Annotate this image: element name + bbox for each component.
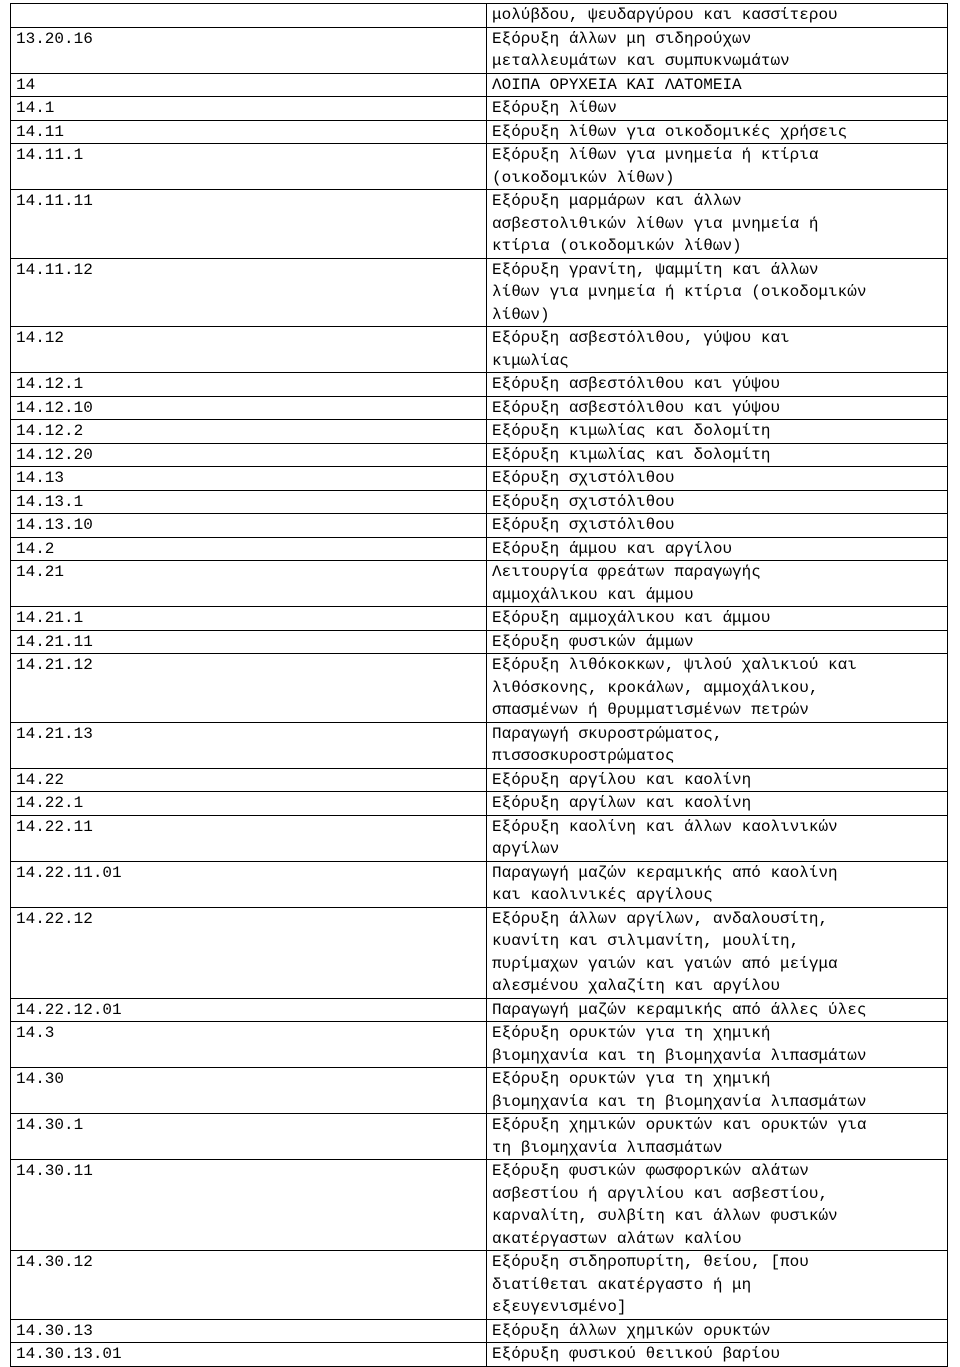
activity-code-cell: 14.21.13 [11, 722, 487, 768]
activity-description-cell: Εξόρυξη ορυκτών για τη χημική βιομηχανία και τη βιομηχανία λιπασμάτων [487, 1068, 948, 1114]
activity-description-cell: Εξόρυξη καολίνη και άλλων καολινικών αργίλων [487, 815, 948, 861]
activity-code-cell: 14.11 [11, 120, 487, 144]
activity-code-cell: 14.30.13 [11, 1319, 487, 1343]
table-row [11, 4, 948, 28]
activity-description-cell: Εξόρυξη άλλων αργίλων, ανδαλουσίτη, κυανίτη και σιλιμανίτη, μουλίτη, πυρίμαχων γαιών και γαιών από μείγμα αλεσμένου χαλαζίτη και αργίλου [487, 907, 948, 998]
activity-description-cell: Εξόρυξη ορυκτών για τη χημική βιομηχανία και τη βιομηχανία λιπασμάτων [487, 1022, 948, 1068]
activity-code-cell: 14.12.20 [11, 443, 487, 467]
table-row [11, 1022, 948, 1068]
table-row [11, 654, 948, 723]
activity-code-cell: 14.21.1 [11, 607, 487, 631]
activity-code-cell: 14.13.10 [11, 514, 487, 538]
table-row [11, 467, 948, 491]
activity-description-cell: Εξόρυξη σχιστόλιθου [487, 490, 948, 514]
activity-description-cell: Εξόρυξη χημικών ορυκτών και ορυκτών για τη βιομηχανία λιπασμάτων [487, 1114, 948, 1160]
activity-code-table [10, 3, 948, 1367]
activity-code-cell: 14.22.11.01 [11, 861, 487, 907]
activity-code-cell: 14.11.12 [11, 258, 487, 327]
activity-description-cell: Παραγωγή μαζών κεραμικής από καολίνη και καολινικές αργίλους [487, 861, 948, 907]
activity-code-cell: 14.13 [11, 467, 487, 491]
activity-description-cell: Εξόρυξη άμμου και αργίλου [487, 537, 948, 561]
activity-code-cell: 14.30.13.01 [11, 1343, 487, 1367]
activity-code-cell: 14.13.1 [11, 490, 487, 514]
table-row [11, 998, 948, 1022]
activity-code-cell: 14.22.11 [11, 815, 487, 861]
activity-description-cell: Εξόρυξη λίθων για οικοδομικές χρήσεις [487, 120, 948, 144]
activity-description-cell: Εξόρυξη αργίλου και καολίνη [487, 768, 948, 792]
activity-description-cell: Εξόρυξη ασβεστόλιθου, γύψου και κιμωλίας [487, 327, 948, 373]
table-row [11, 907, 948, 998]
activity-code-cell: 14.22.1 [11, 792, 487, 816]
activity-code-table-page [10, 3, 947, 1367]
table-row [11, 144, 948, 190]
table-row [11, 1068, 948, 1114]
activity-description-cell: Παραγωγή σκυροστρώματος, πισσοσκυροστρώματος [487, 722, 948, 768]
table-row [11, 373, 948, 397]
activity-description-cell: Εξόρυξη γρανίτη, ψαμμίτη και άλλων λίθων για μνημεία ή κτίρια (οικοδομικών λίθων) [487, 258, 948, 327]
activity-code-cell: 14.22.12 [11, 907, 487, 998]
table-row [11, 27, 948, 73]
activity-code-cell: 14 [11, 73, 487, 97]
activity-description-cell: Παραγωγή μαζών κεραμικής από άλλες ύλες [487, 998, 948, 1022]
activity-description-cell: Εξόρυξη σιδηροπυρίτη, θείου, [που διατίθεται ακατέργαστο ή μη εξευγενισμένο] [487, 1251, 948, 1320]
activity-code-cell: 14.30.1 [11, 1114, 487, 1160]
activity-code-cell: 14.30 [11, 1068, 487, 1114]
activity-code-cell: 14.12 [11, 327, 487, 373]
activity-code-cell: 14.1 [11, 97, 487, 121]
activity-description-cell: Εξόρυξη ασβεστόλιθου και γύψου [487, 396, 948, 420]
table-row [11, 1114, 948, 1160]
activity-description-cell: Εξόρυξη σχιστόλιθου [487, 514, 948, 538]
activity-code-cell: 14.21 [11, 561, 487, 607]
activity-code-cell: 14.11.1 [11, 144, 487, 190]
table-row [11, 561, 948, 607]
table-row [11, 420, 948, 444]
activity-description-cell: Εξόρυξη φυσικού θειικού βαρίου [487, 1343, 948, 1367]
activity-description-cell: μολύβδου, ψευδαργύρου και κασσίτερου [487, 4, 948, 28]
table-row [11, 73, 948, 97]
table-row [11, 861, 948, 907]
table-row [11, 1160, 948, 1251]
activity-code-cell: 14.3 [11, 1022, 487, 1068]
activity-description-cell: Εξόρυξη μαρμάρων και άλλων ασβεστολιθικών λίθων για μνημεία ή κτίρια (οικοδομικών λίθων) [487, 190, 948, 259]
table-row [11, 258, 948, 327]
table-row [11, 443, 948, 467]
table-row [11, 396, 948, 420]
activity-code-cell: 14.22 [11, 768, 487, 792]
table-row [11, 514, 948, 538]
activity-description-cell: Εξόρυξη ασβεστόλιθου και γύψου [487, 373, 948, 397]
activity-code-cell: 14.12.10 [11, 396, 487, 420]
table-row [11, 327, 948, 373]
activity-description-cell: Εξόρυξη φυσικών άμμων [487, 630, 948, 654]
activity-code-cell: 14.2 [11, 537, 487, 561]
table-row [11, 792, 948, 816]
activity-code-cell: 14.21.11 [11, 630, 487, 654]
activity-code-cell: 14.22.12.01 [11, 998, 487, 1022]
table-row [11, 1319, 948, 1343]
activity-code-cell: 14.21.12 [11, 654, 487, 723]
table-row [11, 1251, 948, 1320]
table-row [11, 120, 948, 144]
activity-description-cell: ΛΟΙΠΑ ΟΡΥΧΕΙΑ ΚΑΙ ΛΑΤΟΜΕΙΑ [487, 73, 948, 97]
activity-description-cell: Εξόρυξη αργίλων και καολίνη [487, 792, 948, 816]
activity-description-cell: Εξόρυξη αμμοχάλικου και άμμου [487, 607, 948, 631]
table-row [11, 607, 948, 631]
activity-description-cell: Εξόρυξη κιμωλίας και δολομίτη [487, 443, 948, 467]
table-row [11, 190, 948, 259]
activity-description-cell: Εξόρυξη άλλων χημικών ορυκτών [487, 1319, 948, 1343]
activity-description-cell: Λειτουργία φρεάτων παραγωγής αμμοχάλικου και άμμου [487, 561, 948, 607]
table-row [11, 768, 948, 792]
activity-code-cell [11, 4, 487, 28]
table-row [11, 630, 948, 654]
table-row [11, 815, 948, 861]
activity-description-cell: Εξόρυξη λιθόκοκκων, ψιλού χαλικιού και λιθόσκονης, κροκάλων, αμμοχάλικου, σπασμένων ή θρυμματισμένων πετρών [487, 654, 948, 723]
table-row [11, 722, 948, 768]
activity-code-cell: 14.30.12 [11, 1251, 487, 1320]
activity-code-cell: 14.12.2 [11, 420, 487, 444]
activity-description-cell: Εξόρυξη λίθων [487, 97, 948, 121]
table-row [11, 1343, 948, 1367]
activity-code-cell: 14.30.11 [11, 1160, 487, 1251]
activity-description-cell: Εξόρυξη σχιστόλιθου [487, 467, 948, 491]
activity-code-cell: 14.11.11 [11, 190, 487, 259]
table-body [11, 4, 948, 1367]
table-row [11, 490, 948, 514]
activity-description-cell: Εξόρυξη άλλων μη σιδηρούχων μεταλλευμάτων και συμπυκνωμάτων [487, 27, 948, 73]
table-row [11, 537, 948, 561]
table-row [11, 97, 948, 121]
activity-description-cell: Εξόρυξη λίθων για μνημεία ή κτίρια (οικοδομικών λίθων) [487, 144, 948, 190]
activity-code-cell: 13.20.16 [11, 27, 487, 73]
activity-code-cell: 14.12.1 [11, 373, 487, 397]
activity-description-cell: Εξόρυξη φυσικών φωσφορικών αλάτων ασβεστίου ή αργιλίου και ασβεστίου, καρναλίτη, συλβίτη και άλλων φυσικών ακατέργαστων αλάτων καλίου [487, 1160, 948, 1251]
activity-description-cell: Εξόρυξη κιμωλίας και δολομίτη [487, 420, 948, 444]
